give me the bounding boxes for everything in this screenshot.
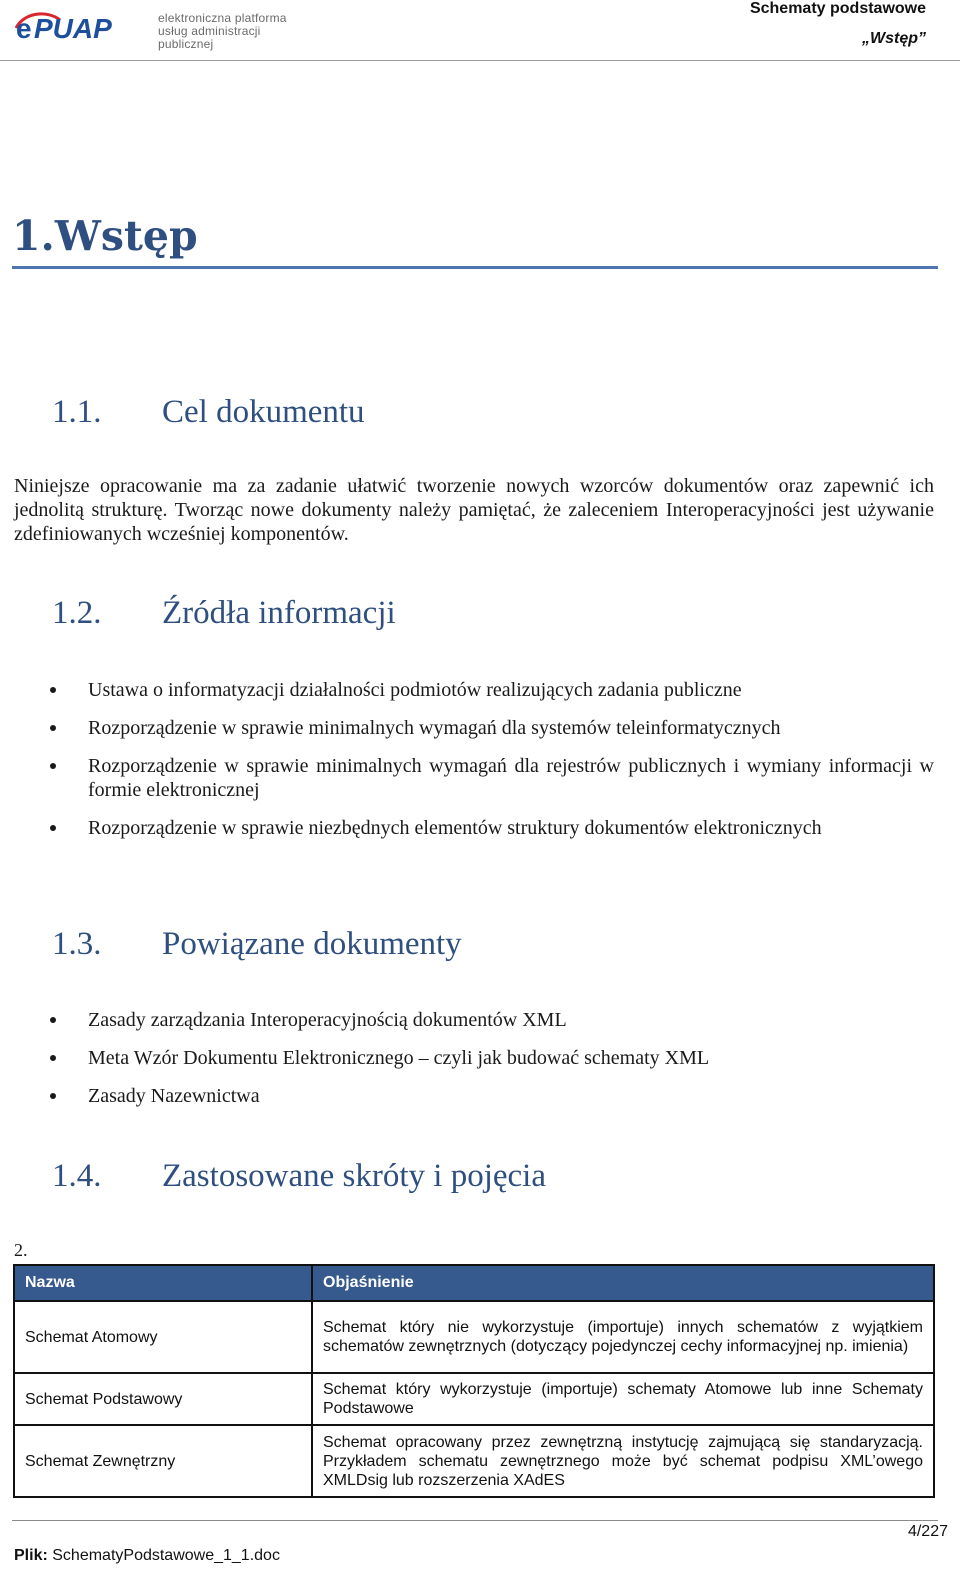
table-cell: Schemat który wykorzystuje (importuje) schematy Atomowe lub inne Schematy Podstawowe bbox=[312, 1373, 934, 1425]
section-heading-1-2 bbox=[52, 595, 396, 632]
section-number: 1.3. bbox=[52, 926, 102, 962]
list-item: Rozporządzenie w sprawie minimalnych wymagań dla rejestrów publicznych i wymiany informacji w formie elektronicznej bbox=[50, 754, 934, 802]
table-cell: Schemat opracowany przez zewnętrzną instytucję zajmującą się standaryzacją. Przykładem schematu zewnętrznego może być schemat podpisu XML’owego XMLDsig lub rozszerzenia XAdES bbox=[323, 1433, 923, 1489]
section-title: Cel dokumentu bbox=[162, 394, 365, 430]
header-section-title: „Wstęp” bbox=[862, 30, 926, 47]
chapter-heading-rule bbox=[12, 266, 938, 269]
section-number: 1.1. bbox=[52, 394, 102, 430]
section-heading-1-1 bbox=[52, 394, 365, 431]
epuap-logo bbox=[14, 6, 314, 51]
column-header: Nazwa bbox=[14, 1265, 312, 1301]
column-header: Objaśnienie bbox=[312, 1265, 934, 1301]
bullet-icon bbox=[50, 1093, 56, 1099]
svg-text:PUAP: PUAP bbox=[34, 13, 112, 44]
list-item: Rozporządzenie w sprawie niezbędnych elementów struktury dokumentów elektronicznych bbox=[50, 816, 934, 840]
sub-number: 2. bbox=[14, 1240, 28, 1260]
footer-file bbox=[14, 1547, 280, 1565]
section-number: 1.4. bbox=[52, 1158, 102, 1194]
table-cell: Schemat który nie wykorzystuje (importuje) innych schematów z wyjątkiem schematów zewnętrznych (dotyczący pojedynczej cechy informacyjnej np. imienia) bbox=[312, 1301, 934, 1373]
list-item: Rozporządzenie w sprawie minimalnych wymagań dla systemów teleinformatycznych bbox=[50, 716, 934, 740]
section-title: Zastosowane skróty i pojęcia bbox=[162, 1158, 546, 1194]
list-item: Zasady zarządzania Interoperacyjnością dokumentów XML bbox=[50, 1008, 934, 1032]
bullet-icon bbox=[50, 725, 56, 731]
list-item: Meta Wzór Dokumentu Elektronicznego – czyli jak budować schematy XML bbox=[50, 1046, 934, 1070]
section-title: Powiązane dokumenty bbox=[162, 926, 462, 962]
chapter-title: Wstęp bbox=[54, 212, 198, 260]
file-label: Plik: bbox=[14, 1547, 48, 1564]
epuap-logo-mark bbox=[14, 6, 154, 46]
document-title: Schematy podstawowe bbox=[749, 0, 926, 17]
table-row bbox=[14, 1425, 934, 1497]
related-docs-list bbox=[50, 1008, 934, 1122]
table-cell: Schemat Zewnętrzny bbox=[14, 1425, 312, 1497]
sources-list bbox=[50, 678, 934, 854]
logo-tagline-line2: usług administracji publicznej bbox=[158, 24, 261, 51]
table-header-row bbox=[14, 1265, 934, 1301]
chapter-heading bbox=[12, 212, 198, 260]
bullet-icon bbox=[50, 1055, 56, 1061]
list-item: Zasady Nazewnictwa bbox=[50, 1084, 934, 1108]
table-cell: Schemat Atomowy bbox=[14, 1301, 312, 1373]
page-number: 4/227 bbox=[907, 1523, 948, 1540]
glossary-table bbox=[13, 1264, 935, 1498]
svg-text:e: e bbox=[16, 13, 32, 44]
bullet-icon bbox=[50, 763, 56, 769]
table-cell: Schemat Podstawowy bbox=[14, 1373, 312, 1425]
list-item: Ustawa o informatyzacji działalności podmiotów realizujących zadania publiczne bbox=[50, 678, 934, 702]
chapter-number: 1. bbox=[12, 212, 55, 260]
section-title: Źródła informacji bbox=[162, 595, 396, 631]
logo-tagline-line1: elektroniczna platforma bbox=[158, 11, 287, 25]
section-number: 1.2. bbox=[52, 595, 102, 631]
intro-paragraph: Niniejsze opracowanie ma za zadanie ułatwić tworzenie nowych wzorców dokumentów oraz zapewnić ich jednolitą strukturę. Tworząc nowe dokumenty należy pamiętać, że zaleceniem Interoperacyjności jest używanie zdefiniowanych wcześniej komponentów. bbox=[14, 475, 934, 545]
file-name: SchematyPodstawowe_1_1.doc bbox=[52, 1547, 280, 1564]
section-heading-1-4 bbox=[52, 1158, 546, 1195]
section-heading-1-3 bbox=[52, 926, 462, 963]
bullet-icon bbox=[50, 825, 56, 831]
page-header bbox=[0, 0, 960, 61]
table-row bbox=[14, 1373, 934, 1425]
footer-rule bbox=[12, 1520, 938, 1521]
bullet-icon bbox=[50, 1017, 56, 1023]
bullet-icon bbox=[50, 687, 56, 693]
table-row bbox=[14, 1301, 934, 1373]
logo-tagline bbox=[158, 12, 314, 51]
